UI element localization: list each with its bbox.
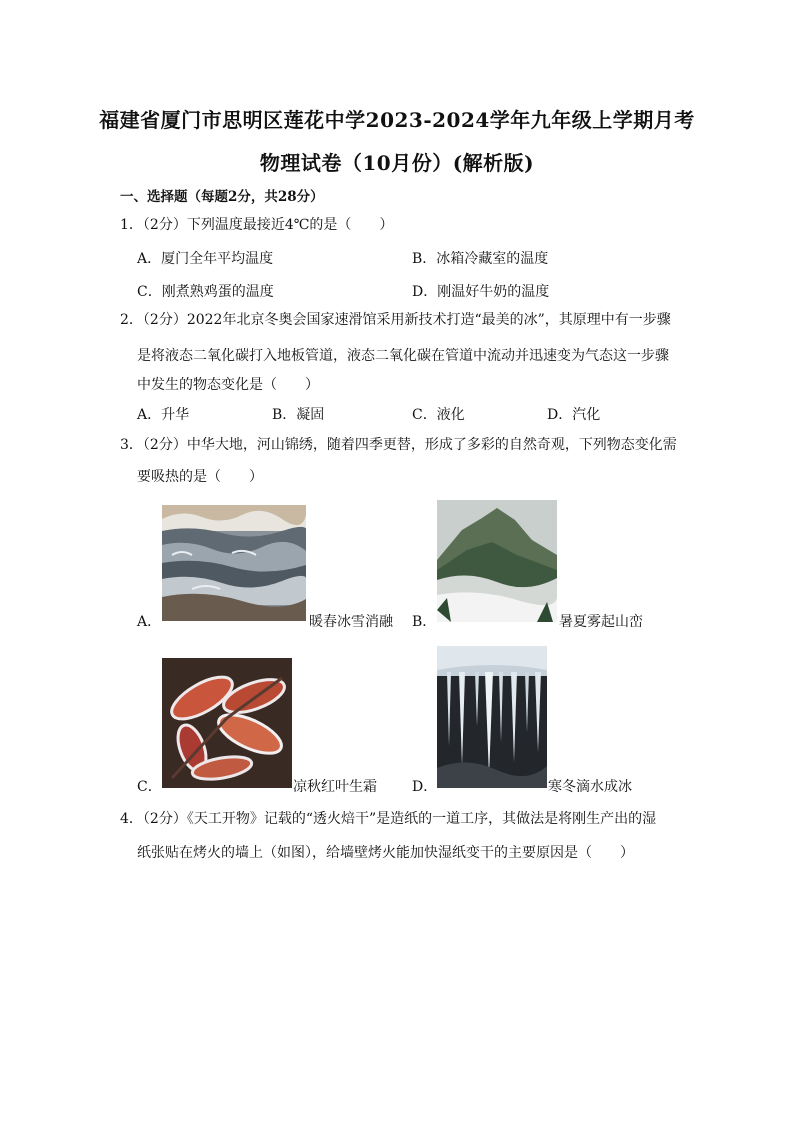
question-2-option-d: D．汽化 (547, 407, 601, 423)
question-1-option-d: D．刚温好牛奶的温度 (412, 284, 550, 300)
frosted-red-leaves-image (162, 658, 292, 788)
document-title-line-2: 物理试卷（10月份）(解析版) (259, 151, 535, 175)
question-3-option-d-letter: D． (412, 779, 438, 795)
melting-ice-river-image (162, 505, 306, 621)
question-3-option-a-caption: 暖春冰雪消融 (309, 614, 393, 630)
question-2-stem-line-1: 2．（2分）2022年北京冬奥会国家速滑馆采用新技术打造“最美的冰”，其原理中有一步骤 (120, 312, 671, 328)
mountain-fog-image (437, 500, 557, 622)
question-4-stem-line-1: 4．（2分）《天工开物》记载的“透火焙干”是造纸的一道工序，其做法是将刚生产出的湿 (120, 811, 657, 827)
section-heading: 一、选择题（每题2分，共28分） (120, 189, 324, 205)
question-3-stem-line-2: 要吸热的是（ ） (137, 469, 263, 485)
document-title-line-1: 福建省厦门市思明区莲花中学2023-2024学年九年级上学期月考 (99, 108, 695, 132)
question-2-stem-line-3: 中发生的物态变化是（ ） (137, 377, 319, 393)
question-3-option-d-caption: 寒冬滴水成冰 (548, 779, 632, 795)
icicles-image (437, 646, 547, 788)
question-3-stem-line-1: 3．（2分）中华大地，河山锦绣，随着四季更替，形成了多彩的自然奇观，下列物态变化需 (120, 437, 677, 453)
question-1-option-c: C．刚煮熟鸡蛋的温度 (137, 284, 274, 300)
question-3-option-c-caption: 凉秋红叶生霜 (293, 779, 377, 795)
question-1-option-a: A．厦门全年平均温度 (137, 251, 274, 267)
question-3-option-c-letter: C． (137, 779, 162, 795)
question-2-option-b: B．凝固 (272, 407, 325, 423)
question-1-option-b: B．冰箱冷藏室的温度 (412, 251, 549, 267)
question-3-option-a-letter: A． (137, 614, 162, 630)
question-2-option-c: C．液化 (412, 407, 465, 423)
question-3-option-b-letter: B． (412, 614, 437, 630)
question-2-option-a: A．升华 (137, 407, 190, 423)
question-2-stem-line-2: 是将液态二氧化碳打入地板管道，液态二氧化碳在管道中流动并迅速变为气态这一步骤 (137, 348, 669, 364)
question-4-stem-line-2: 纸张贴在烤火的墙上（如图），给墙壁烤火能加快湿纸变干的主要原因是（ ） (137, 845, 634, 861)
question-1-stem: 1．（2分）下列温度最接近4℃的是（ ） (120, 217, 394, 233)
question-3-option-b-caption: 暑夏雾起山峦 (559, 614, 643, 630)
